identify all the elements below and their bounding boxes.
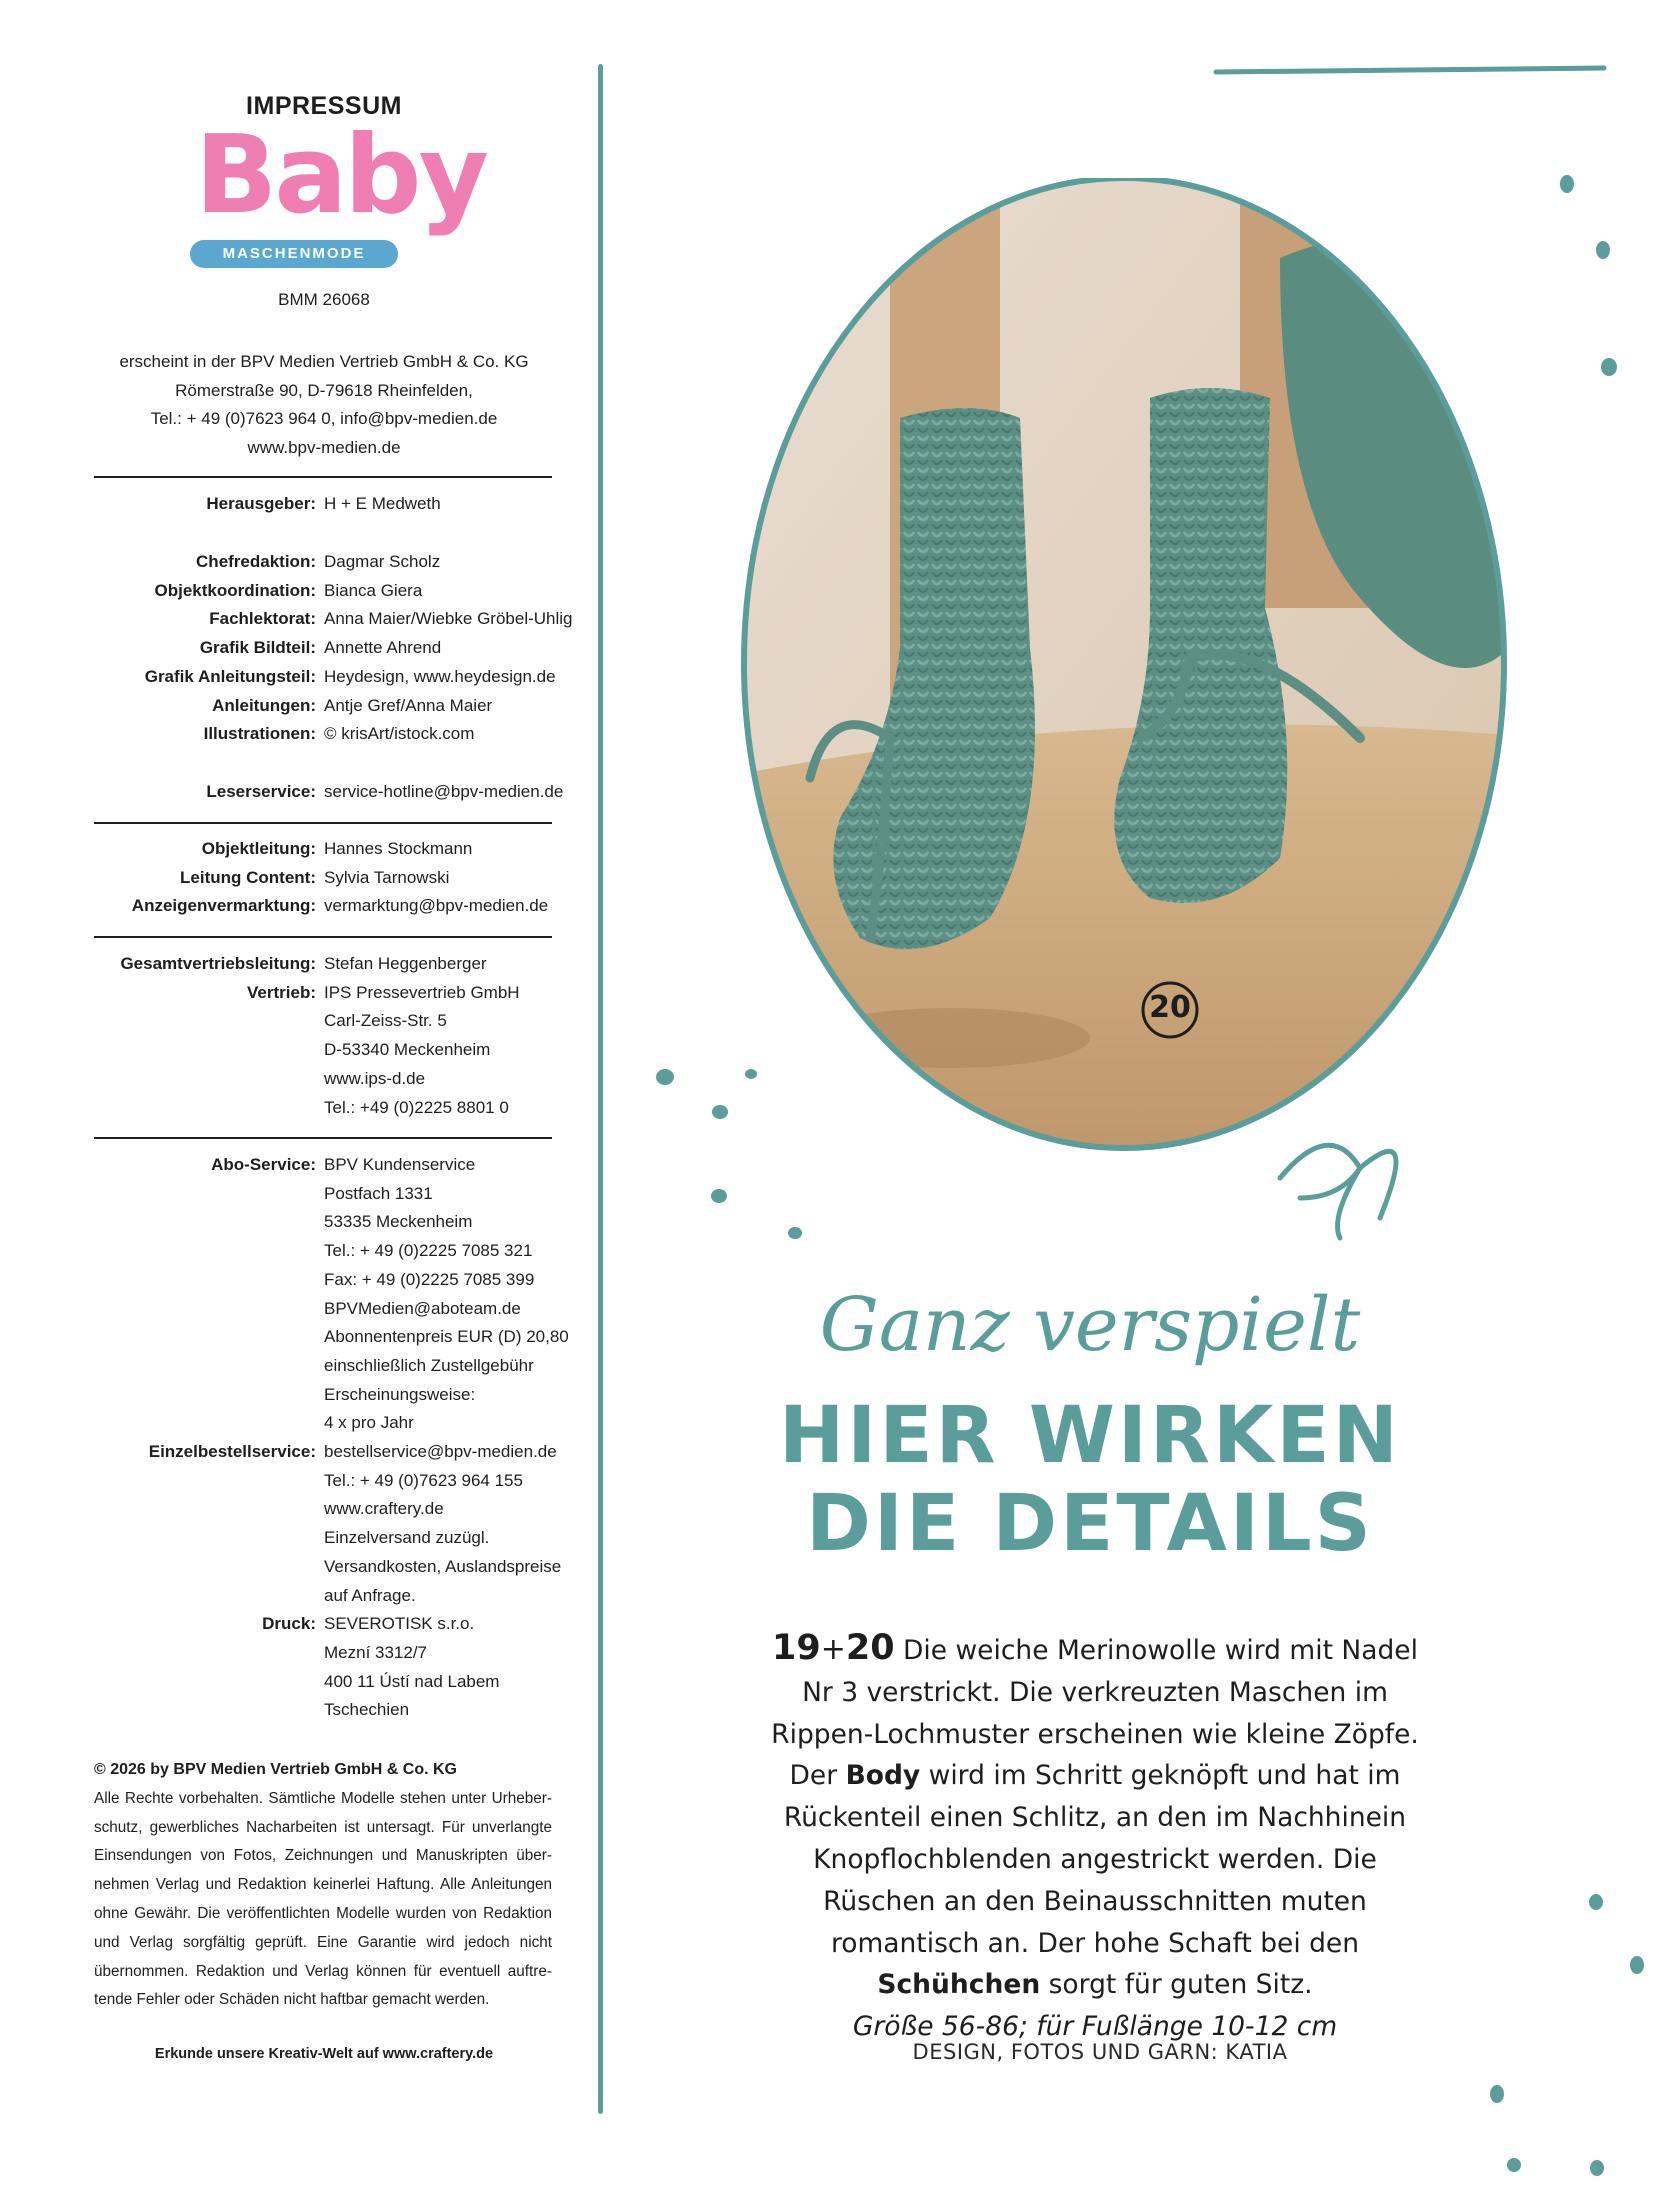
credit-role: Einzelbestellservice: (148, 1442, 316, 1461)
credit-value: Postfach 1331 (324, 1183, 433, 1203)
model-number-plus: + (820, 1632, 846, 1667)
body-text-part-2: wird im Schritt geknöpft und hat im Rückenteil einen Schlitz, an den im Nachhinein Knopflochblenden angestrickt werden. Die Rüschen an den Beinausschnitten muten romantisch an. Der hohe Schaft bei den (783, 1760, 1407, 1959)
top-accent-line (1216, 68, 1604, 72)
credit-value: 53335 Meckenheim (324, 1212, 473, 1232)
model-number-b: 20 (845, 1628, 895, 1668)
credit-value: Abonnentenpreis EUR (D) 20,80 (324, 1327, 569, 1347)
credit-role: Grafik Anleitungsteil: (144, 666, 316, 686)
headline-line-2: DIE DETAILS (806, 1479, 1374, 1569)
credit-value: Mezní 3312/7 (324, 1642, 428, 1662)
credit-value: Tschechien (324, 1700, 410, 1720)
credit-value: Dagmar Scholz (324, 552, 441, 571)
publisher-line: Tel.: + 49 (0)7623 964 0, info@bpv-medien.de (150, 409, 498, 429)
copyright-text: Alle Rechte vorbehalten. Sämtliche Modelle stehen unter Urheber-schutz, gewerbliches Nacharbeiten ist untersagt. Für unverlangte Einsendungen von Fotos, Zeichnungen und Manuskripten über-nehmen Verlag und Redaktion keinerlei Haftung. Alle Anleitungen ohne Gewähr. Die veröffentlichten Modelle wurden von Redaktion und Verlag sorgfältig geprüft. Eine Garantie wird jedoch nicht übernommen. Redaktion und Verlag können für eventuell auftre-tende Fehler oder Schäden nicht haftbar gemacht werden. (94, 1789, 552, 2009)
credit-value: Tel.: + 49 (0)2225 7085 321 (324, 1241, 533, 1261)
credit-value: Carl-Zeiss-Str. 5 (324, 1011, 447, 1031)
credit-value: www.craftery.de (324, 1499, 444, 1519)
credit-role: Herausgeber: (206, 494, 316, 513)
credit-value: Bianca Giera (324, 580, 423, 600)
credit-role: Druck: (262, 1614, 316, 1634)
model-number-a: 19 (772, 1628, 821, 1668)
credit-value: 400 11 Ústí nad Labem (324, 1671, 500, 1691)
ribbon-bow (1280, 1145, 1396, 1238)
credit-value: SEVEROTISK s.r.o. (324, 1614, 475, 1634)
credit-role: Fachlektorat: (209, 609, 316, 629)
impressum-title: IMPRESSUM (246, 92, 402, 120)
credit-value: H + E Medweth (324, 494, 441, 513)
issue-id: BMM 26068 (278, 290, 370, 309)
credit-value: BPV Kundenservice (324, 1155, 476, 1174)
credit-value: Heydesign, www.heydesign.de (324, 666, 556, 686)
credit-value: Stefan Heggenberger (324, 954, 487, 973)
script-title: Ganz verspielt (819, 1282, 1361, 1368)
credit-value: Anna Maier/Wiebke Gröbel-Uhlig (324, 609, 573, 629)
feature-body-text (755, 1628, 1435, 2048)
credit-value: Annette Ahrend (324, 638, 442, 658)
credit-role: Grafik Bildteil: (199, 638, 316, 658)
body-keyword-shoes: Schühchen (877, 1969, 1041, 2001)
body-keyword-body: Body (845, 1760, 921, 1792)
credit-value: Einzelversand zuzügl. (324, 1528, 490, 1548)
headline-line-1: HIER WIRKEN (779, 1391, 1401, 1481)
credit-role: Objektleitung: (201, 839, 316, 858)
credit-role: Abo-Service: (211, 1155, 316, 1174)
credit-value: service-hotline@bpv-medien.de (324, 781, 564, 801)
credit-value: bestellservice@bpv-medien.de (324, 1442, 557, 1461)
credit-value: Fax: + 49 (0)2225 7085 399 (324, 1269, 535, 1289)
credit-value: Tel.: + 49 (0)7623 964 155 (324, 1470, 523, 1490)
credit-value: © krisArt/istock.com (324, 724, 475, 744)
credit-value: auf Anfrage. (324, 1585, 416, 1605)
feature-headline (760, 1282, 1420, 1569)
credit-role: Vertrieb: (247, 982, 316, 1002)
credit-role: Illustrationen: (203, 724, 316, 744)
photo-number: 20 (1149, 990, 1191, 1025)
product-photo (720, 178, 1540, 1258)
design-credit: DESIGN, FOTOS UND GARN: KATIA (912, 2040, 1288, 2064)
credit-value: Versandkosten, Auslandspreise (324, 1556, 562, 1576)
logo-word: Baby (195, 113, 486, 238)
footer-note: Erkunde unsere Kreativ-Welt auf www.craftery.de (154, 2046, 494, 2062)
publisher-line: erscheint in der BPV Medien Vertrieb GmbH & Co. KG (119, 352, 529, 371)
publisher-website: www.bpv-medien.de (247, 438, 401, 458)
credit-role: Anzeigenvermarktung: (131, 896, 316, 916)
credit-value: BPVMedien@aboteam.de (324, 1298, 521, 1318)
credit-value: einschließlich Zustellgebühr (324, 1355, 534, 1375)
publisher-line: Römerstraße 90, D-79618 Rheinfelden, (175, 380, 473, 400)
credit-value: www.ips-d.de (324, 1068, 426, 1088)
size-info: Größe 56-86; für Fußlänge 10-12 cm (852, 2011, 1338, 2043)
credit-role: Leserservice: (206, 781, 316, 801)
credit-value: Hannes Stockmann (324, 839, 473, 858)
credit-value: 4 x pro Jahr (324, 1413, 414, 1433)
body-text-part-3: sorgt für guten Sitz. (1040, 1969, 1313, 2001)
credit-value: Erscheinungsweise: (324, 1384, 476, 1404)
logo-band: MASCHENMODE (190, 240, 398, 268)
copyright-heading: © 2026 by BPV Medien Vertrieb GmbH & Co. KG (94, 1761, 457, 1778)
credit-role: Leitung Content: (180, 867, 316, 887)
credit-role: Chefredaktion: (196, 552, 316, 571)
body-text-part-1: Die weiche Merinowolle wird mit Nadel Nr 3 verstrickt. Die verkreuzten Maschen im Rippen-Lochmuster erscheinen wie kleine Zöpfe. Der (771, 1635, 1419, 1792)
credit-value: Antje Gref/Anna Maier (324, 695, 493, 715)
credit-value: vermarktung@bpv-medien.de (324, 896, 549, 916)
credit-value: Tel.: +49 (0)2225 8801 0 (324, 1097, 509, 1117)
credit-value: D-53340 Meckenheim (324, 1040, 491, 1060)
credit-value: IPS Pressevertrieb GmbH (324, 982, 520, 1002)
credit-role: Gesamtvertriebsleitung: (120, 954, 316, 973)
credit-role: Objektkoordination: (154, 580, 316, 600)
credit-value: Sylvia Tarnowski (324, 867, 450, 887)
credit-role: Anleitungen: (212, 695, 316, 715)
